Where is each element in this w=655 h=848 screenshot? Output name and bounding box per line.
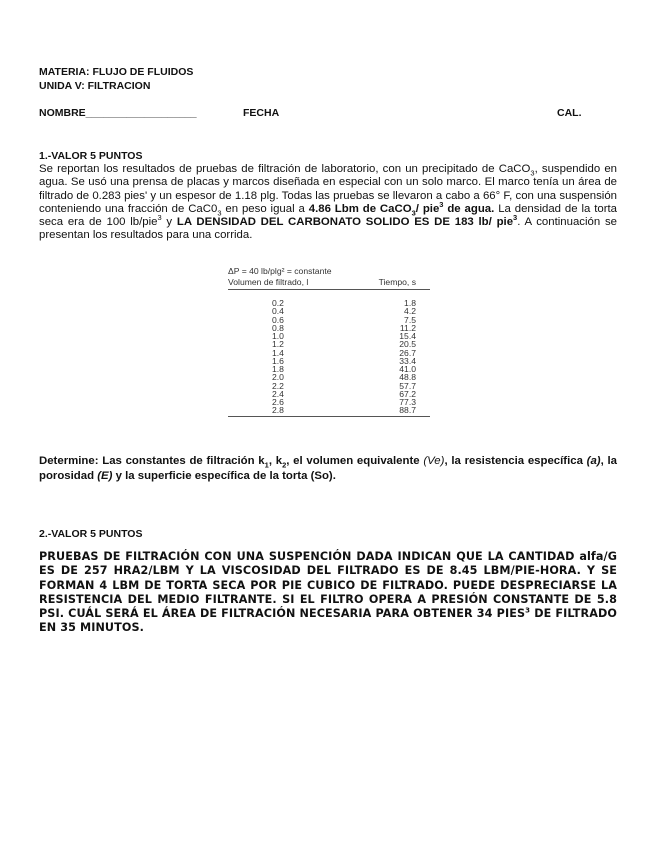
time-cell: 4.2 (404, 306, 416, 317)
volume-cell: 2.0 (272, 372, 284, 383)
table-body (228, 290, 430, 417)
unit-line: UNIDA V: FILTRACION (39, 80, 151, 92)
grade-label: CAL. (557, 107, 582, 119)
time-cell: 11.2 (399, 322, 416, 333)
volume-cell: 2.8 (272, 405, 284, 416)
time-cell: 15.4 (399, 331, 416, 341)
time-cell: 67.2 (399, 388, 416, 399)
time-cell: 57.7 (399, 380, 416, 391)
volume-cell: 2.4 (272, 388, 284, 399)
volume-cell: 1.6 (272, 355, 284, 366)
volume-cell: 1.2 (272, 339, 284, 350)
time-cell: 48.8 (399, 372, 416, 383)
volume-cell: 1.8 (272, 364, 284, 374)
volume-cell: 0.4 (272, 306, 284, 317)
volume-cell: 0.6 (272, 314, 284, 325)
time-cell: 77.3 (399, 397, 416, 407)
question-1-title: 1.-VALOR 5 PUNTOS (39, 150, 143, 162)
time-cell: 33.4 (399, 355, 416, 366)
filtration-data-table (228, 266, 430, 417)
table-header (228, 277, 430, 290)
table-caption: ΔP = 40 lb/plg² = constante (228, 266, 332, 276)
time-cell: 7.5 (404, 314, 416, 325)
column-volume-header: Volumen de filtrado, l (228, 277, 309, 287)
volume-cell: 0.2 (272, 298, 284, 308)
question-1-statement: Se reportan los resultados de pruebas de filtración de laboratorio, con un precipitado de CaCO$_3$, suspendido en agua. Se usó una prensa de placas y marcos diseñada en especial con un solo marco. El marco tenía un área de filtrado de 0.283 pies' y un espesor de 1.18 plg. Todas las pruebas se llevaron a cabo a 66° F, con una suspensión conteniendo una fracción de $CaC0_3$ en peso igual a 4.86 Lbm de CaCO$_3$/ pie$^3$ de agua. La densidad de la torta seca era de 100 lb/pie$^3$ y LA DENSIDAD DEL CARBONATO SOLIDO ES DE 183 lb/ pie$^3$. A continuación se presentan los resultados para una corrida. (39, 163, 617, 242)
volume-cell: 2.2 (272, 380, 284, 391)
question-2-title: 2.-VALOR 5 PUNTOS (39, 528, 143, 540)
time-cell: 20.5 (399, 339, 416, 350)
table-row (228, 299, 430, 307)
time-cell: 1.8 (404, 298, 416, 308)
date-label: FECHA (243, 107, 280, 119)
question-1-determine: Determine: Las constantes de filtración $k_1$, $k_2$, el volumen equivalente (Ve), la resistencia específica (a), la porosidad (E) y la superficie específica de la torta (So). (39, 455, 617, 482)
question-2-statement: PRUEBAS DE FILTRACIÓN CON UNA SUSPENCIÓN DADA INDICAN QUE LA CANTIDAD alfa/G ES DE 257 HRA2/LBM Y LA VISCOSIDAD DEL FILTRADO ES DE 8.45 LBM/PIE-HORA. Y SE FORMAN 4 LBM DE TORTA SECA POR PIE CUBICO DE FILTRADO. PUEDE DESPRECIARSE LA RESISTENCIA DEL MEDIO FILTRANTE. SI EL FILTRO OPERA A PRESIÓN CONSTANTE DE 5.8 PSI. CUÁL SERÁ EL ÁREA DE FILTRACIÓN NECESARIA PARA OBTENER 34 PIES$^3$ DE FILTRADO EN 35 MINUTOS. (39, 550, 617, 635)
time-cell: 88.7 (399, 405, 416, 416)
time-cell: 41.0 (399, 364, 416, 374)
subject-line: MATERIA: FLUJO DE FLUIDOS (39, 66, 194, 78)
column-time-header: Tiempo, s (378, 277, 416, 287)
volume-cell: 1.4 (272, 347, 284, 358)
name-field[interactable]: NOMBRE___________________ (39, 107, 197, 119)
time-cell: 26.7 (399, 347, 416, 358)
volume-cell: 0.8 (272, 322, 284, 333)
table-row (228, 307, 430, 315)
volume-cell: 2.6 (272, 397, 284, 407)
volume-cell: 1.0 (272, 331, 284, 341)
table-row (228, 406, 430, 414)
